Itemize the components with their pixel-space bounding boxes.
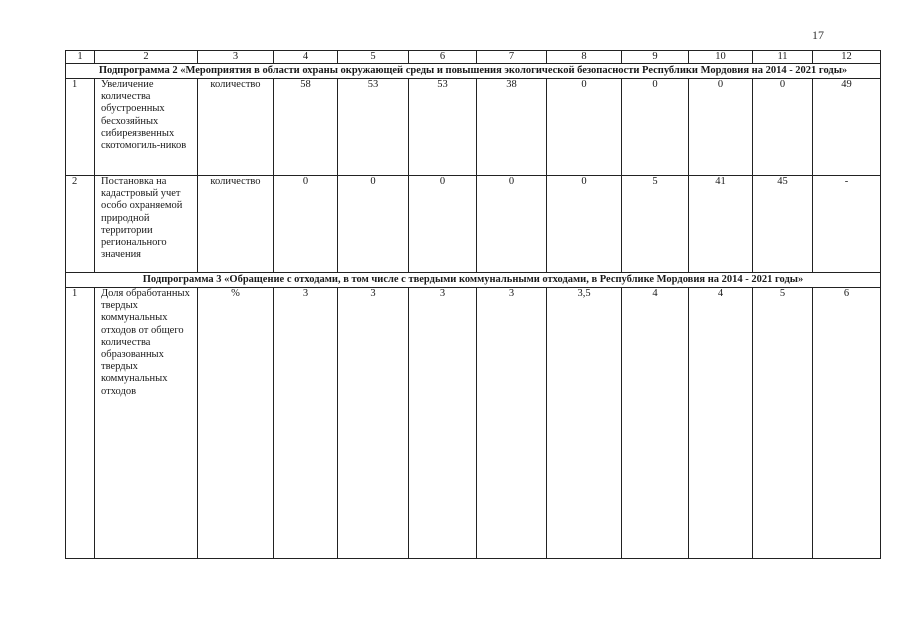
indicator-name: Увеличение количества обустроенных бесхозяйных сибиреязвенных скотомогиль-ников xyxy=(95,79,198,176)
value-cell: 53 xyxy=(338,79,409,176)
value-cell: 38 xyxy=(477,79,547,176)
value-cell: 0 xyxy=(622,79,689,176)
unit-cell: количество xyxy=(198,176,274,273)
subprogram-2-title: Подпрограмма 2 «Мероприятия в области охраны окружающей среды и повышения экологической безопасности Республики Мордовия на 2014 - 2021 годы» xyxy=(66,64,881,79)
value-cell: 5 xyxy=(622,176,689,273)
column-number: 1 xyxy=(66,51,95,64)
table-row xyxy=(66,288,881,559)
value-cell: 4 xyxy=(689,288,753,559)
value-cell: 0 xyxy=(477,176,547,273)
subprogram-2-header xyxy=(66,64,881,79)
value-cell: 45 xyxy=(753,176,813,273)
value-cell: - xyxy=(813,176,881,273)
value-cell: 5 xyxy=(753,288,813,559)
column-number: 11 xyxy=(753,51,813,64)
subprogram-3-header xyxy=(66,273,881,288)
unit-cell: количество xyxy=(198,79,274,176)
indicator-name: Постановка на кадастровый учет особо охраняемой природной территории регионального значения xyxy=(95,176,198,273)
value-cell: 58 xyxy=(274,79,338,176)
value-cell: 3 xyxy=(338,288,409,559)
column-number: 4 xyxy=(274,51,338,64)
column-number: 9 xyxy=(622,51,689,64)
value-cell: 3 xyxy=(409,288,477,559)
row-number: 2 xyxy=(66,176,95,273)
value-cell: 4 xyxy=(622,288,689,559)
row-number: 1 xyxy=(66,288,95,559)
table-row xyxy=(66,176,881,273)
value-cell: 6 xyxy=(813,288,881,559)
value-cell: 0 xyxy=(547,176,622,273)
value-cell: 0 xyxy=(753,79,813,176)
column-number-row xyxy=(66,51,881,64)
row-number: 1 xyxy=(66,79,95,176)
value-cell: 3,5 xyxy=(547,288,622,559)
value-cell: 49 xyxy=(813,79,881,176)
indicator-name: Доля обработанных твердых коммунальных отходов от общего количества образованных твердых коммунальных отходов xyxy=(95,288,198,559)
value-cell: 0 xyxy=(409,176,477,273)
unit-cell: % xyxy=(198,288,274,559)
value-cell: 53 xyxy=(409,79,477,176)
value-cell: 3 xyxy=(477,288,547,559)
column-number: 6 xyxy=(409,51,477,64)
value-cell: 0 xyxy=(547,79,622,176)
page-number: 17 xyxy=(812,28,824,42)
column-number: 7 xyxy=(477,51,547,64)
value-cell: 41 xyxy=(689,176,753,273)
column-number: 3 xyxy=(198,51,274,64)
value-cell: 3 xyxy=(274,288,338,559)
value-cell: 0 xyxy=(274,176,338,273)
value-cell: 0 xyxy=(338,176,409,273)
column-number: 8 xyxy=(547,51,622,64)
column-number: 12 xyxy=(813,51,881,64)
table-row xyxy=(66,79,881,176)
value-cell: 0 xyxy=(689,79,753,176)
column-number: 2 xyxy=(95,51,198,64)
column-number: 5 xyxy=(338,51,409,64)
column-number: 10 xyxy=(689,51,753,64)
subprogram-3-title: Подпрограмма 3 «Обращение с отходами, в том числе с твердыми коммунальными отходами, в Республике Мордовия на 2014 - 2021 годы» xyxy=(66,273,881,288)
indicators-table xyxy=(65,50,881,559)
